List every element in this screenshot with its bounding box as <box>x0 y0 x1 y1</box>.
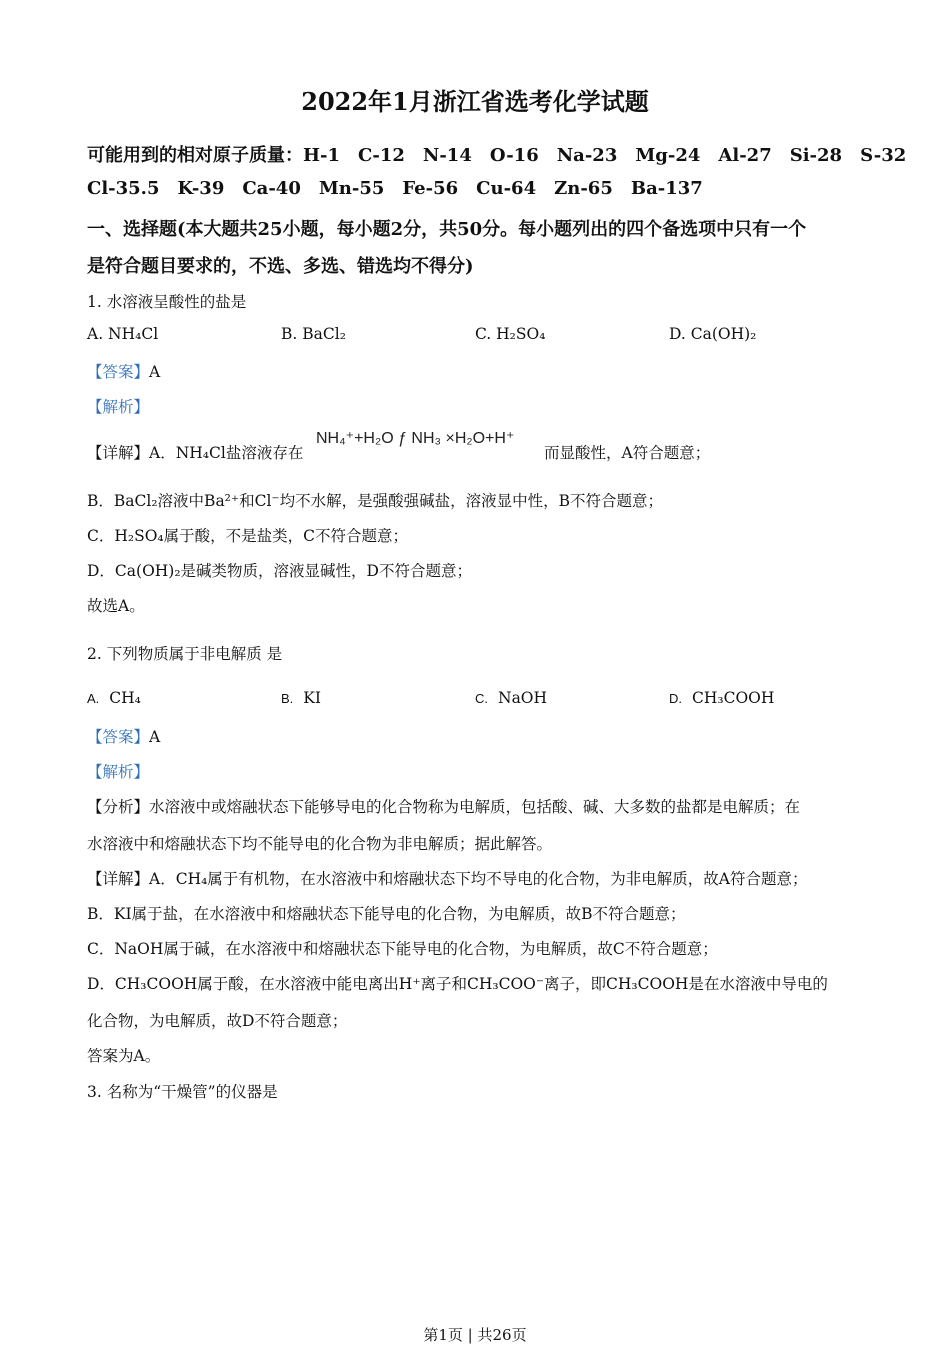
mass-item: C-12 <box>358 145 405 166</box>
q2-fenxi-line-2: 水溶液中和熔融状态下均不能导电的化合物为非电解质；据此解答。 <box>87 835 553 853</box>
q1-detail-a-suffix: 而显酸性，A符合题意； <box>544 444 711 462</box>
q1-conclusion: 故选A。 <box>87 597 145 615</box>
option-text: KI <box>303 689 321 707</box>
answer-value: A <box>149 728 161 746</box>
detail-label: 【详解】 <box>87 870 150 888</box>
q2-detail-b: B．KI属于盐，在水溶液中和熔融状态下能导电的化合物，为电解质，故B不符合题意； <box>87 905 686 923</box>
q1-option-c: C. H₂SO₄ <box>475 325 546 343</box>
q1-detail-b: B．BaCl₂溶液中Ba²⁺和Cl⁻均不水解，是强酸强碱盐，溶液显中性，B不符合题意； <box>87 492 663 510</box>
mass-item: Al-27 <box>718 145 772 166</box>
mass-item: K-39 <box>177 178 225 199</box>
mass-item: Ba-137 <box>630 178 703 199</box>
detail-a-text: A．CH₄属于有机物，在水溶液中和熔融状态下均不导电的化合物，为非电解质，故A符合题意； <box>149 870 808 888</box>
q2-option-a <box>87 689 141 707</box>
mass-item: Mn-55 <box>318 178 385 199</box>
option-letter: C. <box>475 691 488 706</box>
q2-fenxi-line-1 <box>87 795 800 817</box>
answer-label: 【答案】 <box>87 363 150 381</box>
q2-option-b <box>281 689 321 707</box>
atomic-mass-line-1 <box>87 141 924 167</box>
q2-option-c <box>475 689 547 707</box>
mass-item: O-16 <box>489 145 539 166</box>
q2-detail-d-line-1: D．CH₃COOH属于酸，在水溶液中能电离出H⁺离子和CH₃COO⁻离子，即CH₃COOH是在水溶液中导电的 <box>87 975 828 993</box>
q1-detail-c: C．H₂SO₄属于酸，不是盐类，C不符合题意； <box>87 527 408 545</box>
option-text: CH₄ <box>109 689 141 707</box>
option-letter: A. <box>87 691 100 706</box>
q2-detail-d-line-2: 化合物，为电解质，故D不符合题意； <box>87 1012 348 1030</box>
mass-item: S-32 <box>860 145 907 166</box>
section-heading-line-1: 一、选择题(本大题共25小题，每小题2分，共50分。每小题列出的四个备选项中只有一个 <box>87 219 807 240</box>
page-footer: 第1页 | 共26页 <box>423 1326 527 1344</box>
atomic-mass-label: 可能用到的相对原子质量： <box>87 145 303 166</box>
mass-item: Cu-64 <box>476 178 537 199</box>
q2-option-d <box>669 689 774 707</box>
q1-option-b: B. BaCl₂ <box>281 325 346 343</box>
mass-item: Zn-65 <box>554 178 613 199</box>
mass-item: Si-28 <box>789 145 843 166</box>
atomic-mass-line-2 <box>87 178 721 199</box>
q1-detail-d: D．Ca(OH)₂是碱类物质，溶液显碱性，D不符合题意； <box>87 562 472 580</box>
option-text: CH₃COOH <box>692 689 775 707</box>
option-text: NaOH <box>498 689 548 707</box>
q1-answer <box>87 360 160 382</box>
q1-detail-a-prefix: A．NH₄Cl盐溶液存在 <box>149 444 304 462</box>
q1-equation: NH₄⁺+H₂O ƒ NH₃ ×H₂O+H⁺ <box>316 430 515 447</box>
q1-stem: 1. 水溶液呈酸性的盐是 <box>87 293 247 311</box>
answer-label: 【答案】 <box>87 728 150 746</box>
page-title: 2022年1月浙江省选考化学试题 <box>301 87 649 116</box>
option-letter: D. <box>669 691 682 706</box>
answer-value: A <box>149 363 161 381</box>
q1-option-a: A. NH₄Cl <box>87 325 159 343</box>
mass-item: Cl-35.5 <box>87 178 160 199</box>
fenxi-text: 水溶液中或熔融状态下能够导电的化合物称为电解质，包括酸、碱、大多数的盐都是电解质；在 <box>149 798 801 816</box>
q2-stem: 2. 下列物质属于非电解质 是 <box>87 645 283 663</box>
mass-item: N-14 <box>422 145 472 166</box>
q1-option-d: D. Ca(OH)₂ <box>669 325 757 343</box>
q3-stem: 3. 名称为“干燥管”的仪器是 <box>87 1083 278 1101</box>
q1-analysis-label: 【解析】 <box>87 398 150 416</box>
q2-conclusion: 答案为A。 <box>87 1047 161 1065</box>
option-letter: B. <box>281 691 294 706</box>
q1-detail-a <box>87 441 303 463</box>
fenxi-label: 【分析】 <box>87 798 150 816</box>
q2-detail-c: C．NaOH属于碱，在水溶液中和熔融状态下能导电的化合物，为电解质，故C不符合题意； <box>87 940 718 958</box>
detail-label: 【详解】 <box>87 444 150 462</box>
q2-analysis-label: 【解析】 <box>87 763 150 781</box>
section-heading-line-2: 是符合题目要求的，不选、多选、错选均不得分) <box>87 256 474 277</box>
q2-detail-a <box>87 867 808 889</box>
mass-item: H-1 <box>303 145 341 166</box>
mass-item: Ca-40 <box>242 178 301 199</box>
mass-item: Mg-24 <box>635 145 701 166</box>
mass-item: Na-23 <box>556 145 618 166</box>
q2-answer <box>87 725 160 747</box>
mass-item: Fe-56 <box>402 178 459 199</box>
